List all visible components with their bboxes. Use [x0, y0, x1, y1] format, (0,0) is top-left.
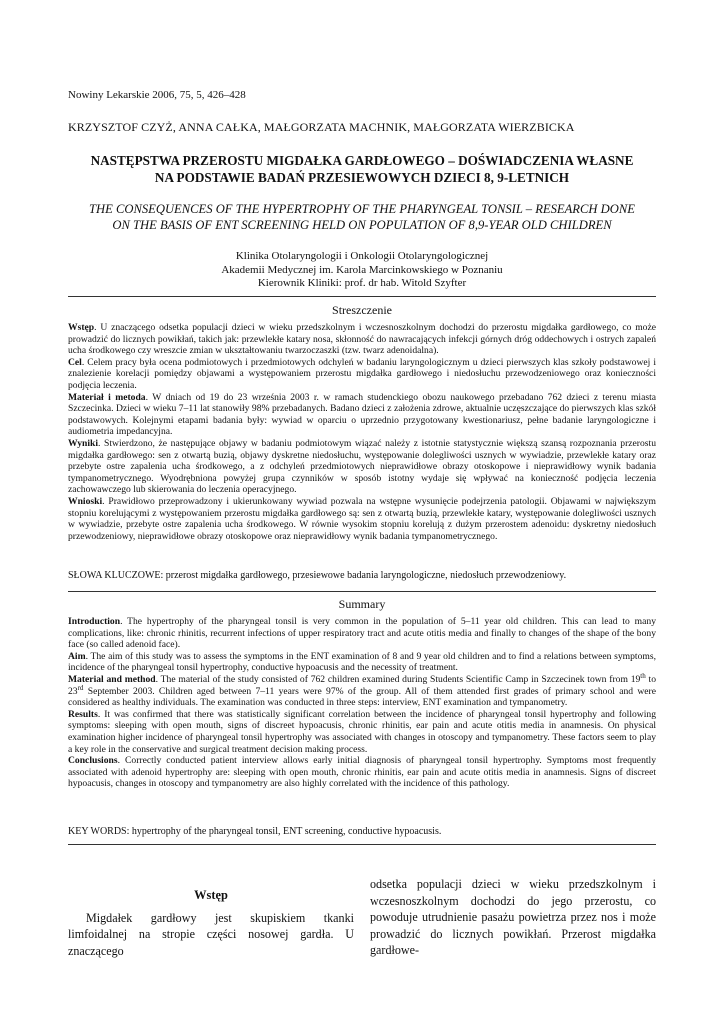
summary-abstract	[68, 616, 656, 790]
title-polish-line-1: NASTĘPSTWA PRZEROSTU MIGDAŁKA GARDŁOWEGO – DOŚWIADCZENIA WŁASNE	[90, 153, 634, 168]
label-material-method: Material and method	[68, 673, 156, 685]
body-column-left	[68, 887, 354, 959]
affiliation	[68, 250, 656, 291]
text-material-method-2: to 23	[68, 673, 656, 697]
label-results: Results	[68, 708, 98, 720]
label-wyniki: Wyniki	[68, 437, 99, 449]
label-aim: Aim	[68, 650, 86, 662]
text-wstep: . U znaczącego odsetka populacji dzieci w wieku przedszkolnym i wczesnoszkolnym dochodzi do przerostu migdałka gardłowego, co może prowadzić do licznych powikłań, takich jak: przewlekłe katary nosa, skłonność do nawracających infekcji górnych dróg oddechowych i ostrych zapaleń ucha środkowego czy wreszcie zmian w ukształtowaniu twarzoczaszki (tzw. twarz adenoidalna).	[68, 322, 656, 357]
body-column-right	[370, 876, 656, 959]
affiliation-line-3: Kierownik Kliniki: prof. dr hab. Witold Szyfter	[257, 277, 467, 289]
title-english	[60, 201, 664, 233]
text-material-method-3: September 2003. Children aged between 7–11 years were 97% of the group. All of them attended first grades of primary school and were considered as healthy individuals. The examination was conducted in three steps: interview, ENT examination and tympanometry.	[68, 685, 656, 709]
abstract-pl-cel	[68, 357, 656, 392]
label-cel: Cel	[68, 356, 82, 368]
journal-reference: Nowiny Lekarskie 2006, 75, 5, 426–428	[68, 89, 246, 101]
text-cel: . Celem pracy była ocena podmiotowych i przedmiotowych odchyleń w badaniu laryngologicznym u dzieci pierwszych klas szkoły podstawowej i znalezienie korelacji pomiędzy objawami a występowaniem przerostu migdałka gardłowego i niedosłuchu przewodzeniowego oraz konieczności podjęcia leczenia.	[68, 356, 656, 391]
divider-bottom	[68, 844, 656, 845]
label-material: Materiał i metoda	[68, 391, 146, 403]
divider-top	[68, 296, 656, 297]
text-aim: . The aim of this study was to assess the symptoms in the ENT examination of 8 and 9 year old children and to find a relations between symptoms, incidence of the pharyngeal tonsil hypertrophy, conductive hypoacusis and the necessity of treatment.	[68, 650, 656, 674]
label-wnioski: Wnioski	[68, 495, 103, 507]
text-conclusions: . Correctly conducted patient interview allows early initial diagnosis of pharyngeal tonsil hypertrophy. Symptoms most frequently associated with adenoid hypertrophy are: sleeping with open mouth, chronic rhinitis, ear pain and acute otitis media in anamnesis. Signs of discreet hypoacusis, changes in otoscopy and tympanometry are also highly correlated with the incidence of this pathology.	[68, 755, 656, 790]
abstract-en-results	[68, 709, 656, 755]
title-polish	[68, 152, 656, 186]
text-wyniki: . Stwierdzono, że następujące objawy w badaniu podmiotowym wiązać należy z istotnie statystycznie większą szansą rozpoznania przerostu migdałka gardłowego: sen z otwartą buzią, objawy dyskretne niedosłuchu, występowanie dolegliwości usznych w wywiadzie, przewlekłe katary oraz przebyte ostre zapalenia ucha środkowego, a z odchyleń przedmiotowych nieprawidłowe obrazy otoskopowe i nieprawidłowy wynik badania tympanometrycznego. Wyodrębniona powyżej grupa czynników w sposób istotny wydaje się wpływać na konieczność podjęcia leczenia zachowawczego lub skierowania do leczenia operacyjnego.	[68, 437, 656, 496]
title-english-line-2: ON THE BASIS OF ENT SCREENING HELD ON POPULATION OF 8,9-YEAR OLD CHILDREN	[112, 218, 612, 232]
body-paragraph-left: Migdałek gardłowy jest skupiskiem tkanki limfoidalnej na stropie części nosowej gardła. U znaczącego	[68, 910, 354, 958]
abstract-en-introduction	[68, 616, 656, 651]
streszczenie-abstract	[68, 322, 656, 542]
text-results: . It was confirmed that there was statistically significant correlation between the incidence of pharyngeal tonsil hypertrophy and following symptoms: sleeping with open mouth, signs of discreet hypoacusis, chronic rhinitis, ear pain and acute otitis media in anamnesis. On physical examination higher incidence of pharyngeal tonsil hypertrophy was associated with changes in otoscopy and tympanometry. These factors seem to play a key role in the conservative and surgical treatment decision making process.	[68, 708, 656, 755]
text-material-method-1: . The material of the study consisted of 762 children examined during Students Scientific Camp in Szczecinek town from 19	[155, 673, 641, 685]
summary-heading: Summary	[338, 597, 386, 611]
divider-middle	[68, 591, 656, 592]
text-wnioski: . Prawidłowo przeprowadzony i ukierunkowany wywiad pozwala na wstępne wysunięcie podejrzenia patologii. Objawami w największym stopniu korelującymi z występowaniem przerostu migdałka gardłowego są: sen z otwartą buzią, przewlekłe katary, występowanie dolegliwości usznych w wywiadzie, przebyte ostre zapalenia ucha środkowego. W równie wysokim stopniu korelują z dużym przerostem adenoidu: dyskretny niedosłuch przewodzeniowy, nieprawidłowe obrazy otoskopowe oraz nieprawidłowy wynik badania tympanometrycznego.	[68, 495, 656, 542]
abstract-pl-wstep	[68, 322, 656, 357]
text-introduction: . The hypertrophy of the pharyngeal tonsil is very common in the population of 5–11 year old children. This can lead to many complications, like: chronic rhinitis, recurrent infections of upper respiratory tract and acute otitis media and finally to changes of the shape of the bony face (so called adenoid face).	[68, 616, 656, 651]
abstract-pl-wyniki	[68, 438, 656, 496]
label-conclusions: Conclusions	[68, 755, 118, 767]
superscript-rd: rd	[77, 683, 84, 692]
body-paragraph-right: odsetka populacji dzieci w wieku przedszkolnym i wczesnoszkolnym dochodzi do jego przerostu, co powoduje utrudnienie pasażu powietrza przez nos i może prowadzić do licznych powikłań. Przerost migdałka gardłowe-	[370, 877, 656, 957]
abstract-en-material	[68, 671, 656, 709]
abstract-en-aim	[68, 651, 656, 674]
slowa-kluczowe: SŁOWA KLUCZOWE: przerost migdałka gardłowego, przesiewowe badania laryngologiczne, niedosłuch przewodzeniowy.	[68, 570, 567, 581]
title-english-line-1: THE CONSEQUENCES OF THE HYPERTROPHY OF THE PHARYNGEAL TONSIL – RESEARCH DONE	[89, 202, 635, 216]
abstract-pl-wnioski	[68, 496, 656, 542]
superscript-th: th	[640, 671, 646, 680]
abstract-pl-material	[68, 392, 656, 438]
streszczenie-heading: Streszczenie	[332, 303, 392, 317]
title-polish-line-2: NA PODSTAWIE BADAŃ PRZESIEWOWYCH DZIECI 8, 9-LETNICH	[154, 170, 570, 185]
key-words: KEY WORDS: hypertrophy of the pharyngeal tonsil, ENT screening, conductive hypoacusis.	[68, 826, 442, 837]
affiliation-line-1: Klinika Otolaryngologii i Onkologii Otolaryngologicznej	[235, 250, 489, 262]
author-list: KRZYSZTOF CZYŻ, ANNA CAŁKA, MAŁGORZATA MACHNIK, MAŁGORZATA WIERZBICKA	[68, 120, 575, 134]
affiliation-line-2: Akademii Medycznej im. Karola Marcinkowskiego w Poznaniu	[221, 263, 503, 276]
label-wstep: Wstęp	[68, 322, 95, 333]
text-material: . W dniach od 19 do 23 września 2003 r. w ramach studenckiego obozu naukowego przebadano 762 dzieci z terenu miasta Szczecinka. Dzieci w wieku 7–11 lat stanowiły 98% przebadanych. Badano dzieci z założenia zdrowe, aktualnie uczęszczające do pierwszych klas szkół podstawowych. Kolejnymi etapami badania były: wywiad w oparciu o uprzednio przygotowany kwestionariusz, pełne badanie laryngologiczne i audiometria impedancyjna.	[68, 391, 656, 438]
section-heading-wstep: Wstęp	[194, 888, 228, 902]
label-introduction: Introduction	[68, 616, 121, 627]
abstract-en-conclusions	[68, 755, 656, 790]
